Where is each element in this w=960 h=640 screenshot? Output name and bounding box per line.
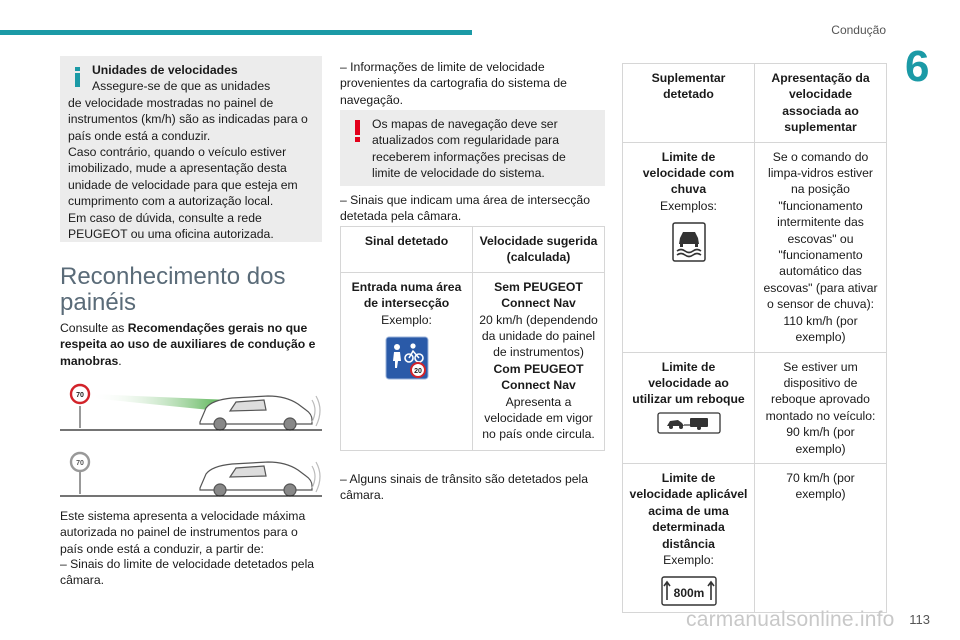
table-header-supplementary: Suplementar detetado <box>623 64 755 143</box>
consult-end: . <box>118 353 122 368</box>
table-cell-rain <box>623 142 755 352</box>
table-cell-distance <box>623 463 755 612</box>
table-header-sign: Sinal detetado <box>341 227 473 273</box>
table-header-display: Apresentação da velocidade associada ao suplementar <box>755 64 887 143</box>
consult-link-text: Recomendações gerais no que respeita ao uso de auxiliares de condução e manobras <box>60 321 316 368</box>
table-row <box>623 463 887 612</box>
page-number: 113 <box>909 612 930 627</box>
illustration-sign-detected <box>60 380 322 436</box>
bullet-navigation: – Informações de limite de velocidade provenientes da cartografia do sistema de navegação. <box>340 60 567 107</box>
speed-sign-grey-value: 70 <box>76 460 84 467</box>
bullet-some-signs: – Alguns sinais de trânsito são detetados pela câmara. <box>340 472 588 503</box>
warning-box <box>340 110 605 186</box>
trailer-limit-label: Limite de velocidade ao utilizar um reboque <box>632 359 745 407</box>
table-cell-sign <box>341 272 473 450</box>
warning-line1: Os mapas de navegação deve ser <box>372 117 558 131</box>
info-icon <box>68 65 88 89</box>
illustration-sign-not-detected <box>60 448 322 500</box>
table-row <box>623 142 887 352</box>
info-box-title: Unidades de velocidades <box>92 63 238 77</box>
info-box <box>60 56 322 242</box>
distance-limit-label: Limite de velocidade aplicável acima de uma determinada distância <box>629 470 748 551</box>
table-row <box>341 272 605 450</box>
info-box-text: de velocidade mostradas no painel de instrumentos (km/h) são as indicadas para o país onde está a conduzir. <box>68 95 308 143</box>
info-box-text-3: Em caso de dúvida, consulte a rede PEUGEOT ou uma oficina autorizada. <box>68 210 274 242</box>
table-cell-rain-speed: Se o comando do limpa-vidros estiver na posição "funcionamento intermitente das escovas" ou "funcionamento automático das escovas" (para ativar o sensor de chuva): 110 km/h (por exemplo) <box>755 142 887 352</box>
trailer-sign-icon <box>657 412 721 434</box>
car-grey-icon <box>200 462 312 496</box>
sign-name: Entrada numa área de intersecção <box>351 279 462 311</box>
table-cell-trailer <box>623 352 755 463</box>
distance-sign-value: 800m <box>673 586 704 601</box>
intersection-sign-value: 20 <box>413 368 422 376</box>
chapter-number: 6 <box>905 42 930 91</box>
table-cell-distance-speed: 70 km/h (por exemplo) <box>755 463 887 612</box>
watermark: carmanualsonline.info <box>686 608 895 631</box>
car-icon <box>200 396 312 430</box>
table-header-row <box>623 64 887 143</box>
bullet-intersection: – Sinais que indicam uma área de intersecção detetada pela câmara. <box>340 193 590 224</box>
rain-limit-label: Limite de velocidade com chuva <box>642 149 735 197</box>
section-title: Condução <box>831 23 886 37</box>
info-box-text-2: Caso contrário, quando o veículo estiver imobilizado, mude a apresentação desta unidade de velocidade para que esteja em cumprimento com a autorização local. <box>68 145 298 209</box>
table-cell-speed <box>473 272 605 450</box>
table-row <box>623 352 887 463</box>
distance-sign-icon <box>661 576 717 606</box>
intersection-zone-icon <box>385 336 429 380</box>
rain-sign-icon <box>672 222 706 262</box>
section-heading: Reconhecimento dos painéis <box>60 263 286 316</box>
example-label: Exemplo: <box>381 312 432 327</box>
table-cell-trailer-speed: Se estiver um dispositivo de reboque aprovado montado no veículo: 90 km/h (por exemplo) <box>755 352 887 463</box>
table-header-row <box>341 227 605 273</box>
supplementary-table <box>622 63 887 613</box>
bullet-camera-signs: – Sinais do limite de velocidade detetados pela câmara. <box>60 557 315 588</box>
without-nav-text: 20 km/h (dependendo da unidade do painel de instrumentos) <box>479 312 598 360</box>
header-accent-bar <box>0 30 472 35</box>
examples-label: Exemplos: <box>660 198 717 213</box>
without-nav-label: Sem PEUGEOT Connect Nav <box>494 279 583 311</box>
table-header-speed: Velocidade sugerida (calculada) <box>473 227 605 273</box>
speed-sign-value: 70 <box>76 392 84 399</box>
consult-text: Consulte as <box>60 321 128 335</box>
consult-paragraph <box>60 320 322 369</box>
body-text: Este sistema apresenta a velocidade máxima autorizada no painel de instrumentos para o país onde está a conduzir, a partir de: <box>60 509 306 556</box>
warning-icon <box>348 119 368 143</box>
intersection-table <box>340 226 605 451</box>
info-box-line1: Assegure-se de que as unidades <box>92 79 271 94</box>
example-label: Exemplo: <box>663 552 714 567</box>
with-nav-text: Apresenta a velocidade em vigor no país onde circula. <box>482 394 595 442</box>
warning-text: atualizados com regularidade para receberem informações precisas de limite de velocidade do sistema. <box>372 133 566 181</box>
with-nav-label: Com PEUGEOT Connect Nav <box>493 361 584 393</box>
